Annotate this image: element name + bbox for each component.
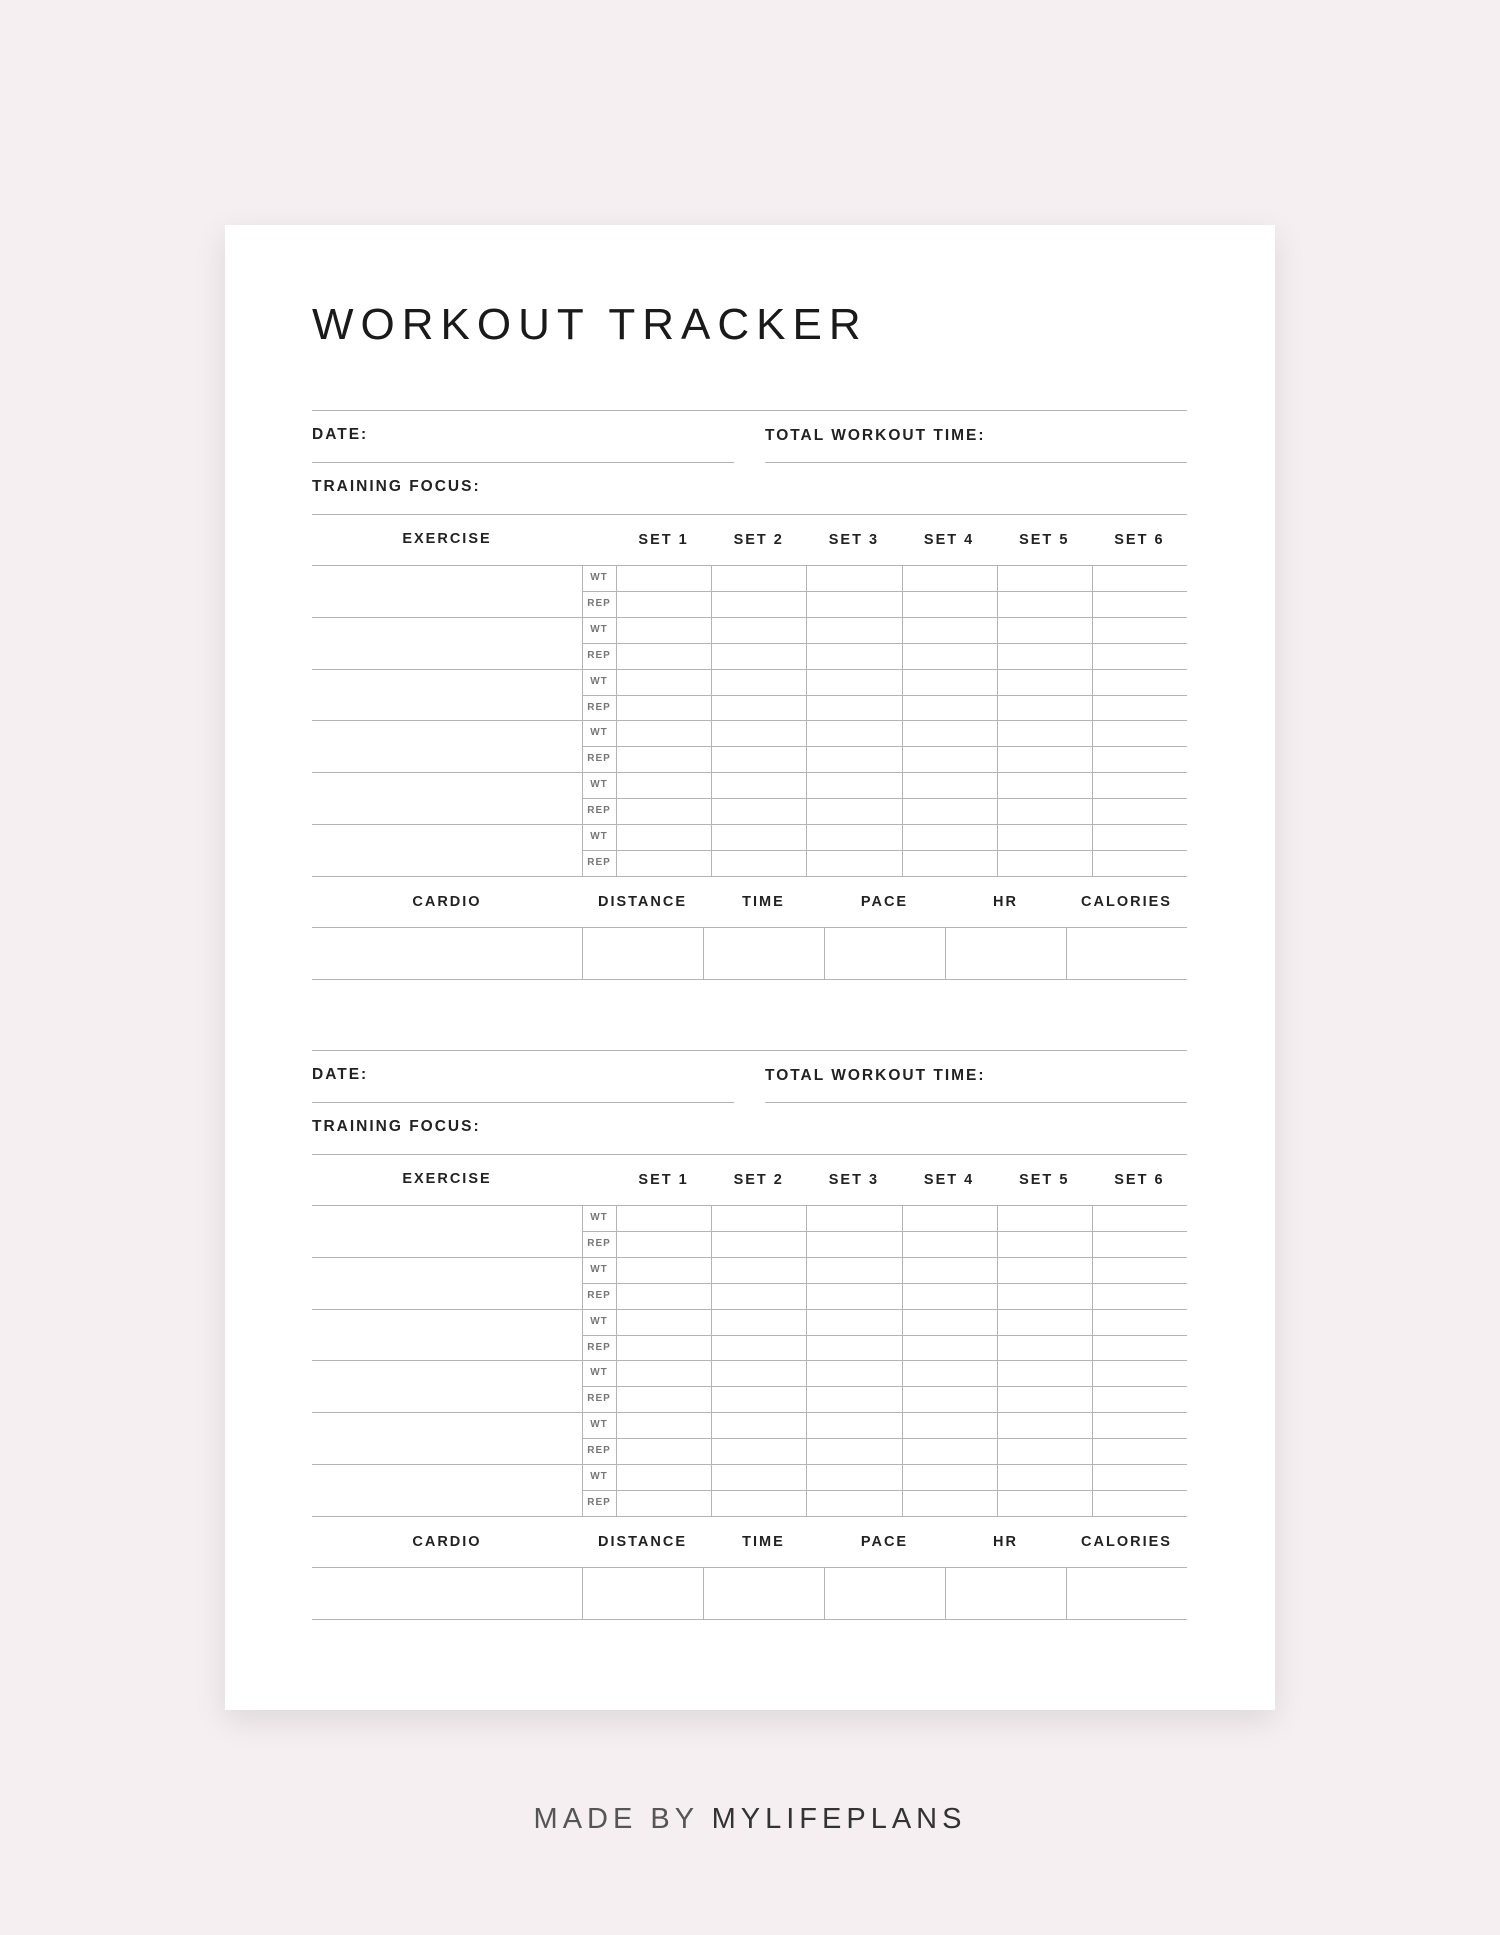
s2-set-cell[interactable]: [998, 1310, 1091, 1334]
s1-set-cell[interactable]: [617, 825, 710, 849]
s2-set-cell[interactable]: [617, 1258, 710, 1282]
s2-cardio-cell[interactable]: [946, 1568, 1065, 1618]
s1-set-cell[interactable]: [617, 721, 710, 745]
s2-set-header-5: SET 5: [1019, 1172, 1070, 1188]
s2-set-cell[interactable]: [617, 1387, 710, 1411]
s1-set-cell[interactable]: [617, 799, 710, 823]
s1-row-label-rep: REP: [587, 753, 611, 765]
s2-set-header-2: SET 2: [733, 1172, 784, 1188]
s2-cardio-name-cell[interactable]: [312, 1568, 580, 1618]
s1-grid-vline: [616, 565, 617, 876]
s1-set-cell[interactable]: [1093, 696, 1186, 720]
s1-set-cell[interactable]: [903, 566, 996, 590]
s1-set-cell[interactable]: [807, 747, 900, 771]
s2-exercise-row-rule: [312, 1516, 1187, 1517]
s1-set-cell[interactable]: [617, 747, 710, 771]
s1-exercise-header: EXERCISE: [402, 531, 492, 547]
s1-set-cell[interactable]: [998, 799, 1091, 823]
s1-row-label-wt: WT: [590, 831, 608, 842]
s1-set-header-6: SET 6: [1114, 532, 1165, 548]
s2-set-cell[interactable]: [903, 1258, 996, 1282]
s1-set-cell[interactable]: [807, 799, 900, 823]
s1-set-cell[interactable]: [903, 825, 996, 849]
s2-set-cell[interactable]: [903, 1413, 996, 1437]
s1-row-label-wt: WT: [590, 779, 608, 791]
s1-set-cell[interactable]: [807, 696, 900, 720]
s2-exercise-name-cell-5[interactable]: [312, 1413, 580, 1463]
s2-row-label-wt: WT: [590, 1315, 608, 1327]
s1-row-label-rep: REP: [587, 805, 611, 817]
s1-set-cell[interactable]: [903, 644, 996, 668]
s2-row-label-rep: REP: [587, 1445, 611, 1457]
s1-cardio-header-distance: DISTANCE: [597, 893, 688, 910]
s2-set-cell[interactable]: [807, 1232, 900, 1256]
s1-set-cell[interactable]: [998, 618, 1091, 642]
s2-set-cell[interactable]: [712, 1387, 805, 1411]
s1-grid-vline: [902, 565, 903, 876]
s2-training-focus-label: TRAINING FOCUS:: [312, 1118, 481, 1135]
s1-set-cell[interactable]: [712, 566, 805, 590]
s1-set-cell[interactable]: [998, 825, 1091, 849]
s2-row-label-rep: REP: [587, 1289, 611, 1301]
s2-row-label-rep: REP: [587, 1341, 611, 1353]
s2-set-cell[interactable]: [998, 1465, 1091, 1489]
s2-set-cell[interactable]: [807, 1206, 900, 1230]
s1-set-cell[interactable]: [903, 747, 996, 771]
s2-set-cell[interactable]: [1093, 1387, 1186, 1411]
s1-set-cell[interactable]: [617, 618, 710, 642]
s2-set-cell[interactable]: [903, 1465, 996, 1489]
s1-set-header-5: SET 5: [1019, 532, 1070, 548]
s1-set-cell[interactable]: [712, 747, 805, 771]
s1-cardio-header-time: TIME: [742, 893, 785, 910]
s2-set-cell[interactable]: [1093, 1284, 1186, 1308]
s2-set-cell[interactable]: [1093, 1413, 1186, 1437]
s2-set-cell[interactable]: [807, 1413, 900, 1437]
planner-page: [225, 225, 1275, 1710]
s2-set-cell[interactable]: [998, 1232, 1091, 1256]
s1-exercise-name-cell-2[interactable]: [312, 618, 580, 668]
s1-row-label-rep: REP: [587, 856, 611, 868]
s2-set-cell[interactable]: [712, 1491, 805, 1515]
s1-grid-vline: [806, 565, 807, 876]
s1-set-header-3: SET 3: [828, 532, 880, 548]
s1-set-cell[interactable]: [903, 592, 996, 616]
s1-set-cell[interactable]: [712, 851, 805, 875]
s2-set-cell[interactable]: [807, 1491, 900, 1515]
s2-set-header-6: SET 6: [1114, 1172, 1165, 1188]
s1-total-time-field[interactable]: [765, 462, 1187, 463]
s2-set-cell[interactable]: [998, 1491, 1091, 1515]
s2-date-field[interactable]: [312, 1102, 734, 1103]
s1-cardio-header-cardio: CARDIO: [412, 893, 482, 910]
s2-cardio-cell[interactable]: [583, 1568, 702, 1618]
s1-set-cell[interactable]: [998, 696, 1091, 720]
s2-set-cell[interactable]: [712, 1258, 805, 1282]
s1-set-cell[interactable]: [807, 592, 900, 616]
s1-set-cell[interactable]: [807, 851, 900, 875]
s1-grid-vline: [582, 565, 583, 876]
s1-set-cell[interactable]: [617, 670, 710, 694]
s2-exercise-name-cell-4[interactable]: [312, 1361, 580, 1411]
s2-set-cell[interactable]: [1093, 1439, 1186, 1463]
s1-total-time-label: TOTAL WORKOUT TIME:: [765, 427, 986, 444]
s1-row-label-rep: REP: [587, 597, 611, 609]
s1-set-cell[interactable]: [1093, 644, 1186, 668]
s1-cardio-cell[interactable]: [583, 928, 702, 978]
s1-set-cell[interactable]: [712, 670, 805, 694]
s1-cardio-header-calories: CALORIES: [1081, 893, 1172, 910]
s1-exercise-name-cell-5[interactable]: [312, 773, 580, 823]
s1-set-cell[interactable]: [903, 696, 996, 720]
s1-cardio-cell[interactable]: [825, 928, 944, 978]
s1-set-cell[interactable]: [1093, 721, 1186, 745]
s2-cardio-bottom-rule: [312, 1619, 1187, 1620]
s2-set-cell[interactable]: [903, 1206, 996, 1230]
s2-set-cell[interactable]: [998, 1439, 1091, 1463]
s1-cardio-cell[interactable]: [1067, 928, 1186, 978]
s2-set-cell[interactable]: [903, 1310, 996, 1334]
s2-set-cell[interactable]: [1093, 1258, 1186, 1282]
s1-row-label-wt: WT: [590, 572, 608, 583]
s2-row-label-wt: WT: [590, 1263, 608, 1275]
s1-set-header-1: SET 1: [638, 532, 689, 548]
s1-row-label-rep: REP: [587, 701, 611, 713]
s2-row-label-wt: WT: [590, 1419, 608, 1431]
s2-row-label-rep: REP: [587, 1393, 611, 1405]
s2-set-cell[interactable]: [617, 1491, 710, 1515]
s1-row-label-wt: WT: [590, 675, 608, 687]
s2-grid-vline: [1092, 1205, 1093, 1516]
s1-grid-vline: [1092, 565, 1093, 876]
s2-exercise-name-cell-1[interactable]: [312, 1206, 580, 1256]
s1-set-cell[interactable]: [617, 592, 710, 616]
s2-set-cell[interactable]: [903, 1232, 996, 1256]
s2-grid-vline: [582, 1205, 583, 1516]
s2-set-cell[interactable]: [617, 1310, 710, 1334]
s1-date-field[interactable]: [312, 462, 734, 463]
s2-cardio-header-cardio: CARDIO: [412, 1533, 482, 1550]
s1-set-cell[interactable]: [712, 799, 805, 823]
s1-cardio-name-cell[interactable]: [312, 928, 580, 978]
s2-set-cell[interactable]: [617, 1413, 710, 1437]
s2-set-cell[interactable]: [712, 1361, 805, 1385]
s1-set-cell[interactable]: [998, 747, 1091, 771]
s1-set-cell[interactable]: [807, 825, 900, 849]
s1-set-header-2: SET 2: [733, 532, 784, 548]
s1-set-cell[interactable]: [712, 592, 805, 616]
s2-set-cell[interactable]: [807, 1310, 900, 1334]
s1-set-cell[interactable]: [903, 851, 996, 875]
s1-date-label: DATE:: [312, 426, 369, 443]
s1-set-cell[interactable]: [712, 696, 805, 720]
s2-set-cell[interactable]: [712, 1439, 805, 1463]
s2-set-cell[interactable]: [617, 1361, 710, 1385]
s1-set-cell[interactable]: [807, 670, 900, 694]
s1-set-cell[interactable]: [807, 644, 900, 668]
s1-set-cell[interactable]: [903, 721, 996, 745]
s2-set-cell[interactable]: [903, 1361, 996, 1385]
s1-set-cell[interactable]: [998, 773, 1091, 797]
s1-set-cell[interactable]: [807, 721, 900, 745]
s1-cardio-header-pace: PACE: [860, 893, 909, 910]
s2-set-cell[interactable]: [1093, 1206, 1186, 1230]
s2-top-rule: [312, 1050, 1187, 1051]
s2-total-time-field[interactable]: [765, 1102, 1187, 1103]
s1-set-cell[interactable]: [998, 644, 1091, 668]
s2-set-cell[interactable]: [807, 1284, 900, 1308]
s2-cardio-header-pace: PACE: [860, 1533, 909, 1550]
s2-set-cell[interactable]: [1093, 1491, 1186, 1515]
s2-grid-vline: [806, 1205, 807, 1516]
s1-exercise-name-cell-4[interactable]: [312, 721, 580, 771]
s2-set-cell[interactable]: [807, 1258, 900, 1282]
s1-set-cell[interactable]: [1093, 670, 1186, 694]
s2-cardio-cell[interactable]: [825, 1568, 944, 1618]
s1-set-cell[interactable]: [1093, 825, 1186, 849]
s1-set-cell[interactable]: [712, 618, 805, 642]
s1-set-cell[interactable]: [998, 670, 1091, 694]
s2-cardio-header-hr: HR: [993, 1533, 1018, 1550]
s2-date-label: DATE:: [312, 1066, 369, 1083]
s2-set-cell[interactable]: [807, 1439, 900, 1463]
s1-grid-vline: [997, 565, 998, 876]
s2-set-header-4: SET 4: [923, 1172, 975, 1188]
s2-training-focus-field[interactable]: [312, 1154, 1187, 1155]
s2-set-cell[interactable]: [1093, 1310, 1186, 1334]
s1-set-cell[interactable]: [998, 851, 1091, 875]
s1-set-cell[interactable]: [807, 773, 900, 797]
s2-set-cell[interactable]: [998, 1413, 1091, 1437]
s2-exercise-header: EXERCISE: [402, 1171, 492, 1187]
s2-set-cell[interactable]: [712, 1465, 805, 1489]
s1-set-cell[interactable]: [807, 618, 900, 642]
s1-set-cell[interactable]: [617, 566, 710, 590]
s2-cardio-header-distance: DISTANCE: [597, 1533, 688, 1550]
s2-grid-vline: [616, 1205, 617, 1516]
s2-set-cell[interactable]: [617, 1465, 710, 1489]
s1-exercise-name-cell-1[interactable]: [312, 566, 580, 616]
s1-set-cell[interactable]: [712, 773, 805, 797]
s2-set-cell[interactable]: [617, 1284, 710, 1308]
s2-row-label-wt: WT: [590, 1367, 608, 1379]
s2-cardio-header-calories: CALORIES: [1081, 1533, 1172, 1550]
credit-prefix: MADE BY: [533, 1803, 699, 1835]
s2-row-label-rep: REP: [587, 1237, 611, 1249]
s2-set-cell[interactable]: [1093, 1232, 1186, 1256]
s1-set-cell[interactable]: [1093, 618, 1186, 642]
s2-grid-vline: [902, 1205, 903, 1516]
s2-set-cell[interactable]: [712, 1284, 805, 1308]
s2-cardio-cell[interactable]: [1067, 1568, 1186, 1618]
s1-set-cell[interactable]: [903, 773, 996, 797]
s2-set-cell[interactable]: [712, 1413, 805, 1437]
s1-top-rule: [312, 410, 1187, 411]
page-title: WORKOUT TRACKER: [312, 300, 868, 349]
s1-set-cell[interactable]: [998, 566, 1091, 590]
s2-set-cell[interactable]: [712, 1310, 805, 1334]
s2-set-cell[interactable]: [807, 1465, 900, 1489]
s1-grid-vline: [711, 565, 712, 876]
s2-set-cell[interactable]: [903, 1387, 996, 1411]
s2-set-cell[interactable]: [1093, 1336, 1186, 1360]
s2-exercise-name-cell-3[interactable]: [312, 1310, 580, 1360]
s1-set-cell[interactable]: [903, 618, 996, 642]
s2-set-cell[interactable]: [1093, 1361, 1186, 1385]
s2-set-cell[interactable]: [998, 1387, 1091, 1411]
s2-set-cell[interactable]: [1093, 1465, 1186, 1489]
s2-set-cell[interactable]: [712, 1336, 805, 1360]
s2-total-time-label: TOTAL WORKOUT TIME:: [765, 1067, 986, 1084]
s1-cardio-header-hr: HR: [993, 893, 1018, 910]
s2-set-cell[interactable]: [617, 1336, 710, 1360]
s1-set-cell[interactable]: [807, 566, 900, 590]
s2-set-cell[interactable]: [903, 1491, 996, 1515]
s2-row-label-wt: WT: [590, 1471, 608, 1482]
s2-set-cell[interactable]: [617, 1206, 710, 1230]
s2-set-cell[interactable]: [712, 1232, 805, 1256]
s1-training-focus-label: TRAINING FOCUS:: [312, 478, 481, 495]
s1-cardio-cell[interactable]: [704, 928, 823, 978]
s1-row-label-rep: REP: [587, 649, 611, 661]
s1-set-header-4: SET 4: [923, 532, 975, 548]
s1-set-cell[interactable]: [712, 721, 805, 745]
s2-row-label-wt: WT: [590, 1212, 608, 1223]
s2-row-label-rep: REP: [587, 1496, 611, 1508]
s1-set-cell[interactable]: [998, 721, 1091, 745]
s2-set-cell[interactable]: [712, 1206, 805, 1230]
s2-cardio-cell[interactable]: [704, 1568, 823, 1618]
s1-set-cell[interactable]: [617, 773, 710, 797]
s2-grid-vline: [997, 1205, 998, 1516]
s1-row-label-wt: WT: [590, 727, 608, 739]
s2-set-cell[interactable]: [617, 1232, 710, 1256]
s1-set-cell[interactable]: [712, 644, 805, 668]
s1-set-cell[interactable]: [903, 670, 996, 694]
s2-grid-vline: [711, 1205, 712, 1516]
s2-set-cell[interactable]: [617, 1439, 710, 1463]
s1-exercise-name-cell-3[interactable]: [312, 670, 580, 720]
s2-exercise-name-cell-2[interactable]: [312, 1258, 580, 1308]
s2-set-cell[interactable]: [903, 1284, 996, 1308]
s1-row-label-wt: WT: [590, 623, 608, 635]
s1-set-cell[interactable]: [712, 825, 805, 849]
s2-set-cell[interactable]: [807, 1336, 900, 1360]
s2-set-cell[interactable]: [998, 1361, 1091, 1385]
s1-set-cell[interactable]: [903, 799, 996, 823]
s2-set-cell[interactable]: [807, 1361, 900, 1385]
s1-set-cell[interactable]: [1093, 773, 1186, 797]
s1-set-cell[interactable]: [998, 592, 1091, 616]
s1-exercise-row-rule: [312, 876, 1187, 877]
s2-set-header-3: SET 3: [828, 1172, 880, 1188]
s1-cardio-bottom-rule: [312, 979, 1187, 980]
s1-set-cell[interactable]: [1093, 592, 1186, 616]
s2-set-cell[interactable]: [998, 1336, 1091, 1360]
s1-set-cell[interactable]: [617, 851, 710, 875]
credit-brand: MYLIFEPLANS: [711, 1803, 967, 1835]
s2-exercise-name-cell-6[interactable]: [312, 1465, 580, 1515]
s1-set-cell[interactable]: [1093, 799, 1186, 823]
s1-cardio-cell[interactable]: [946, 928, 1065, 978]
s2-set-cell[interactable]: [998, 1284, 1091, 1308]
s2-set-header-1: SET 1: [638, 1172, 689, 1188]
s2-set-cell[interactable]: [998, 1206, 1091, 1230]
s1-training-focus-field[interactable]: [312, 514, 1187, 515]
s2-cardio-header-time: TIME: [742, 1533, 785, 1550]
s1-set-cell[interactable]: [1093, 747, 1186, 771]
s1-exercise-name-cell-6[interactable]: [312, 825, 580, 875]
s1-set-cell[interactable]: [1093, 566, 1186, 590]
s1-set-cell[interactable]: [1093, 851, 1186, 875]
s1-set-cell[interactable]: [617, 644, 710, 668]
s2-set-cell[interactable]: [807, 1387, 900, 1411]
s2-set-cell[interactable]: [903, 1336, 996, 1360]
s1-set-cell[interactable]: [617, 696, 710, 720]
s2-set-cell[interactable]: [903, 1439, 996, 1463]
credit-line: [0, 1803, 1500, 1836]
s2-set-cell[interactable]: [998, 1258, 1091, 1282]
